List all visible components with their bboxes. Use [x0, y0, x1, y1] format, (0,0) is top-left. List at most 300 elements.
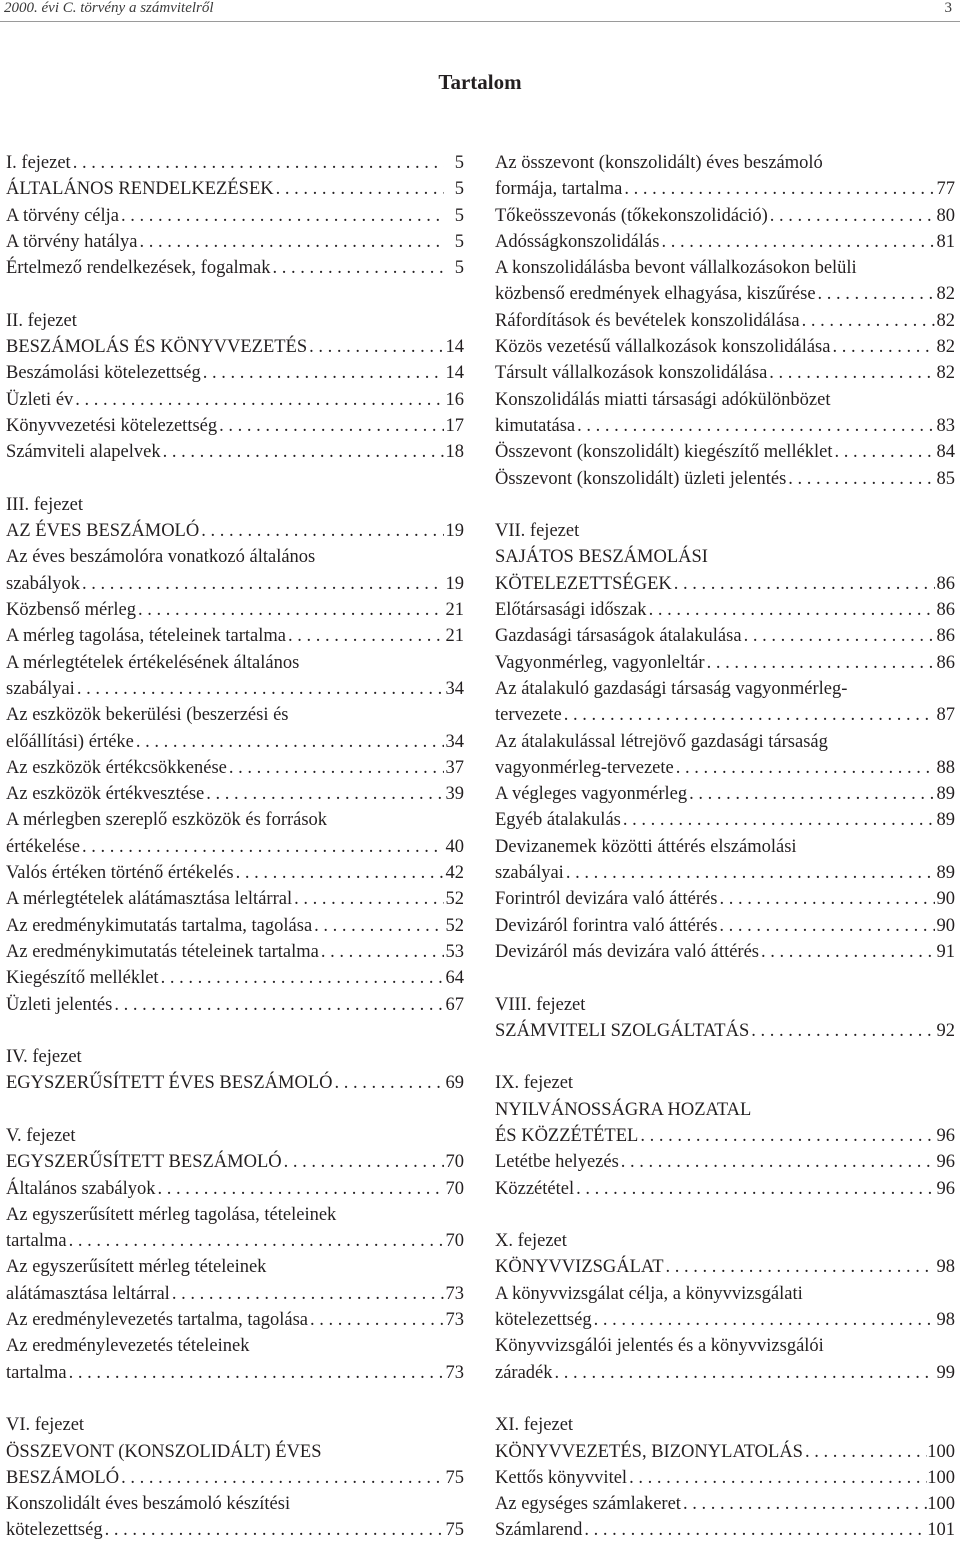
toc-entry-title: Számlarend	[495, 1520, 583, 1541]
toc-entry[interactable]	[6, 729, 464, 755]
dot-leader	[803, 1439, 927, 1465]
toc-entry-title: ÉS KÖZZÉTÉTEL	[495, 1125, 639, 1146]
toc-entry[interactable]	[495, 1176, 955, 1202]
toc-entry[interactable]	[6, 176, 464, 202]
toc-line: Devizanemek közötti áttérés elszámolási	[495, 836, 797, 857]
toc-entry-page: 82	[936, 284, 955, 305]
section-spacer	[495, 1202, 955, 1228]
toc-entry-title: A mérlegtételek alátámasztása leltárral	[6, 889, 293, 910]
dot-leader	[830, 334, 935, 360]
toc-entry-title: értékelése	[6, 836, 80, 857]
dot-leader	[705, 650, 935, 676]
toc-entry-page: 82	[936, 310, 955, 331]
toc-entry-title: Közbenső mérleg	[6, 600, 136, 621]
toc-line: II. fejezet	[6, 310, 77, 331]
toc-entry-title: Letétbe helyezés	[495, 1152, 619, 1173]
toc-entry[interactable]	[495, 466, 955, 492]
header-rule	[0, 21, 960, 22]
toc-line: IV. fejezet	[6, 1047, 82, 1068]
toc-entry[interactable]	[6, 255, 464, 281]
dot-leader	[564, 860, 935, 886]
dot-leader	[71, 150, 444, 176]
toc-entry-title: A törvény célja	[6, 205, 120, 226]
toc-entry[interactable]	[6, 597, 464, 623]
toc-entry[interactable]	[6, 334, 464, 360]
toc-entry-title: ÁLTALÁNOS RENDELKEZÉSEK	[6, 179, 274, 200]
toc-entry[interactable]	[495, 1254, 955, 1280]
toc-entry-page: 100	[927, 1494, 955, 1515]
toc-entry-page: 73	[445, 1283, 464, 1304]
toc-entry[interactable]	[495, 597, 955, 623]
toc-entry[interactable]	[6, 518, 464, 544]
dot-leader	[659, 229, 935, 255]
toc-entry-page: 100	[927, 1467, 955, 1488]
toc-line: IX. fejezet	[495, 1073, 574, 1094]
toc-line: Konszolidálás miatti társasági adókülönbözet	[495, 389, 831, 410]
toc-entry[interactable]	[495, 755, 955, 781]
toc-entry-page: 64	[445, 968, 464, 989]
toc-entry-page: 52	[445, 915, 464, 936]
toc-entry-page: 87	[936, 705, 955, 726]
toc-entry-title: Közzététel	[495, 1178, 575, 1199]
toc-entry-page: 85	[936, 468, 955, 489]
toc-entry-page: 42	[445, 863, 464, 884]
toc-entry-page: 70	[445, 1178, 464, 1199]
toc-entry-page: 86	[936, 626, 955, 647]
toc-entry-page: 34	[445, 731, 464, 752]
toc-entry[interactable]	[6, 1070, 464, 1096]
toc-entry-page: 5	[454, 205, 464, 226]
running-title: 2000. évi C. törvény a számvitelről	[4, 0, 214, 16]
toc-entry-page: 90	[936, 915, 955, 936]
toc-entry-title: szabályok	[6, 573, 80, 594]
toc-line: III. fejezet	[6, 494, 84, 515]
toc-entry[interactable]	[495, 334, 955, 360]
dot-leader	[664, 1254, 935, 1280]
toc-entry[interactable]	[495, 623, 955, 649]
toc-entry-title: Üzleti év	[6, 389, 74, 410]
dot-leader	[170, 1281, 444, 1307]
toc-entry[interactable]	[495, 886, 955, 912]
toc-entry-title: Az eszközök értékvesztése	[6, 784, 205, 805]
toc-entry-title: BESZÁMOLÓ	[6, 1467, 120, 1488]
toc-line: Az eszközök bekerülési (beszerzési és	[6, 705, 289, 726]
dot-leader	[80, 571, 444, 597]
dot-leader	[562, 702, 935, 728]
section-spacer	[6, 1018, 464, 1044]
dot-leader	[742, 623, 935, 649]
toc-line: VI. fejezet	[6, 1415, 85, 1436]
dot-leader	[749, 1018, 935, 1044]
dot-leader	[227, 755, 444, 781]
toc-entry[interactable]	[495, 1360, 955, 1386]
toc-entry-title: kimutatása	[495, 415, 576, 436]
toc-line: Az egyszerűsített mérleg tételeinek	[6, 1257, 267, 1278]
toc-entry[interactable]	[6, 1281, 464, 1307]
toc-line: NYILVÁNOSSÁGRA HOZATAL	[495, 1099, 752, 1120]
dot-leader	[134, 729, 444, 755]
toc-entry[interactable]	[6, 203, 464, 229]
toc-entry-title: Adósságkonszolidálás	[495, 231, 660, 252]
toc-entry-title: KÖNYVVIZSGÁLAT	[495, 1257, 664, 1278]
toc-entry-page: 34	[445, 678, 464, 699]
toc-entry-title: Beszámolási kötelezettség	[6, 363, 201, 384]
toc-entry-page: 73	[445, 1310, 464, 1331]
dot-leader	[672, 571, 935, 597]
toc-line: ÖSSZEVONT (KONSZOLIDÁLT) ÉVES	[6, 1441, 322, 1462]
section-spacer	[495, 1044, 955, 1070]
toc-entry-page: 99	[936, 1362, 955, 1383]
dot-leader	[638, 1123, 935, 1149]
toc-entry-title: Számviteli alapelvek	[6, 442, 161, 463]
toc-entry-page: 82	[936, 363, 955, 384]
dot-leader	[67, 1360, 444, 1386]
toc-entry-page: 70	[445, 1231, 464, 1252]
toc-entry-page: 89	[936, 784, 955, 805]
toc-entry[interactable]	[495, 1439, 955, 1465]
toc-line: X. fejezet	[495, 1231, 567, 1252]
dot-leader	[73, 387, 444, 413]
dot-leader	[312, 913, 444, 939]
dot-leader	[575, 413, 935, 439]
toc-entry-title: közbenső eredmények elhagyása, kiszűrése	[495, 284, 816, 305]
toc-entry[interactable]	[6, 939, 464, 965]
toc-entry[interactable]	[495, 176, 955, 202]
toc-entry[interactable]	[495, 1307, 955, 1333]
toc-entry[interactable]	[6, 992, 464, 1018]
toc-entry[interactable]	[495, 702, 955, 728]
toc-entry[interactable]	[6, 676, 464, 702]
toc-entry-page: 14	[445, 337, 464, 358]
toc-line: Az eredménylevezetés tételeinek	[6, 1336, 250, 1357]
toc-entry-page: 73	[445, 1362, 464, 1383]
dot-leader	[627, 1465, 927, 1491]
toc-entry-title: Egyéb átalakulás	[495, 810, 621, 831]
toc-entry[interactable]	[6, 1307, 464, 1333]
dot-leader	[767, 360, 935, 386]
toc-entry[interactable]	[495, 281, 955, 307]
toc-entry-page: 19	[445, 521, 464, 542]
toc-entry-title: A mérleg tagolása, tételeinek tartalma	[6, 626, 286, 647]
section-spacer	[6, 1386, 464, 1412]
toc-line: VII. fejezet	[495, 521, 580, 542]
toc-entry-title: Összevont (konszolidált) üzleti jelentés	[495, 468, 787, 489]
toc-entry[interactable]	[6, 413, 464, 439]
toc-entry-page: 86	[936, 600, 955, 621]
toc-line: Az átalakulással létrejövő gazdasági társaság	[495, 731, 828, 752]
toc-entry-page: 82	[936, 337, 955, 358]
toc-line: V. fejezet	[6, 1125, 76, 1146]
toc-line: A mérlegtételek értékelésének általános	[6, 652, 300, 673]
toc-line: A mérlegben szereplő eszközök és források	[6, 810, 328, 831]
toc-entry-page: 52	[445, 889, 464, 910]
toc-entry-title: Forintról devizára való áttérés	[495, 889, 718, 910]
toc-entry[interactable]	[6, 1517, 464, 1543]
toc-entry-title: A végleges vagyonmérleg	[495, 784, 688, 805]
dot-leader	[112, 992, 444, 1018]
toc-entry[interactable]	[6, 150, 464, 176]
toc-entry-title: Kiegészítő melléklet	[6, 968, 159, 989]
toc-line: Az átalakuló gazdasági társaság vagyonmérleg-	[495, 678, 848, 699]
toc-entry-page: 14	[445, 363, 464, 384]
toc-line: A konszolidálásba bevont vállalkozásokon belüli	[495, 258, 857, 279]
toc-entry[interactable]	[6, 860, 464, 886]
toc-entry-title: Könyvvezetési kötelezettség	[6, 415, 218, 436]
toc-entry-page: 67	[445, 994, 464, 1015]
dot-leader	[136, 597, 444, 623]
toc-entry-title: Tőkeösszevonás (tőkekonszolidáció)	[495, 205, 768, 226]
toc-entry-title: formája, tartalma	[495, 179, 623, 200]
toc-entry[interactable]	[495, 650, 955, 676]
toc-entry-title: szabályai	[6, 678, 75, 699]
toc-entry-title: tartalma	[6, 1362, 67, 1383]
dot-leader	[574, 1176, 935, 1202]
toc-entry-title: Vagyonmérleg, vagyonleltár	[495, 652, 705, 673]
toc-entry-title: kötelezettség	[495, 1310, 592, 1331]
dot-leader	[674, 755, 935, 781]
toc-entry-title: EGYSZERŰSÍTETT BESZÁMOLÓ	[6, 1152, 282, 1173]
toc-entry[interactable]	[495, 1123, 955, 1149]
page-title: Tartalom	[438, 70, 522, 94]
toc-entry[interactable]	[495, 1465, 955, 1491]
dot-leader	[319, 939, 444, 965]
dot-leader	[308, 1307, 444, 1333]
toc-entry-title: Az eredménykimutatás tételeinek tartalma	[6, 941, 319, 962]
toc-entry-page: 16	[445, 389, 464, 410]
toc-entry[interactable]	[6, 387, 464, 413]
toc-entry-title: kötelezettség	[6, 1520, 103, 1541]
toc-entry-title: tartalma	[6, 1231, 67, 1252]
toc-entry-title: KÖTELEZETTSÉGEK	[495, 573, 672, 594]
toc-entry[interactable]	[6, 571, 464, 597]
toc-entry[interactable]	[6, 886, 464, 912]
toc-entry[interactable]	[495, 807, 955, 833]
toc-entry-page: 84	[936, 442, 955, 463]
toc-entry-page: 5	[454, 179, 464, 200]
toc-entry-page: 86	[936, 652, 955, 673]
toc-entry[interactable]	[495, 360, 955, 386]
toc-line: A könyvvizsgálat célja, a könyvvizsgálati	[495, 1283, 803, 1304]
toc-entry[interactable]	[6, 1176, 464, 1202]
toc-entry-page: 101	[927, 1520, 955, 1541]
dot-leader	[681, 1491, 927, 1517]
dot-leader	[621, 807, 935, 833]
section-spacer	[495, 965, 955, 991]
toc-left-column	[6, 150, 464, 1544]
dot-leader	[80, 834, 444, 860]
dot-leader	[138, 229, 444, 255]
toc-entry-page: 96	[936, 1178, 955, 1199]
toc-entry-title: Az eredménylevezetés tartalma, tagolása	[6, 1310, 309, 1331]
toc-entry-page: 96	[936, 1152, 955, 1173]
toc-entry[interactable]	[495, 229, 955, 255]
toc-line: Az egyszerűsített mérleg tagolása, tételeinek	[6, 1204, 337, 1225]
section-spacer	[495, 492, 955, 518]
toc-entry-page: 75	[445, 1520, 464, 1541]
toc-entry[interactable]	[6, 360, 464, 386]
toc-entry[interactable]	[495, 1018, 955, 1044]
toc-entry-title: Társult vállalkozások konszolidálása	[495, 363, 768, 384]
toc-entry-page: 100	[927, 1441, 955, 1462]
toc-line: Konszolidált éves beszámoló készítési	[6, 1494, 291, 1515]
toc-entry-title: A törvény hatálya	[6, 231, 138, 252]
toc-entry-page: 89	[936, 863, 955, 884]
toc-entry[interactable]	[495, 913, 955, 939]
toc-entry-page: 17	[445, 415, 464, 436]
toc-entry[interactable]	[6, 834, 464, 860]
dot-leader	[833, 439, 935, 465]
toc-entry-title: tervezete	[495, 705, 562, 726]
dot-leader	[768, 203, 935, 229]
toc-entry-title: Kettős könyvvitel	[495, 1467, 628, 1488]
toc-entry-title: előállítási) értéke	[6, 731, 134, 752]
running-header	[4, 0, 952, 20]
dot-leader	[286, 623, 444, 649]
dot-leader	[204, 781, 444, 807]
toc-entry-page: 53	[445, 941, 464, 962]
toc-entry[interactable]	[6, 781, 464, 807]
dot-leader	[159, 965, 444, 991]
dot-leader	[307, 334, 444, 360]
dot-leader	[333, 1070, 445, 1096]
dot-leader	[622, 176, 935, 202]
toc-entry-page: 5	[454, 258, 464, 279]
toc-entry-page: 37	[445, 757, 464, 778]
section-spacer	[6, 1097, 464, 1123]
dot-leader	[592, 1307, 935, 1333]
dot-leader	[119, 203, 444, 229]
section-spacer	[6, 281, 464, 307]
toc-entry-page: 21	[445, 626, 464, 647]
dot-leader	[786, 466, 935, 492]
toc-line: VIII. fejezet	[495, 994, 586, 1015]
toc-entry-page: 81	[936, 231, 955, 252]
toc-entry-title: Ráfordítások és bevételek konszolidálása	[495, 310, 800, 331]
toc-entry-title: Közös vezetésű vállalkozások konszolidálása	[495, 337, 831, 358]
toc-entry[interactable]	[6, 1228, 464, 1254]
toc-entry-title: Gazdasági társaságok átalakulása	[495, 626, 742, 647]
toc-entry[interactable]	[495, 413, 955, 439]
toc-entry[interactable]	[495, 1491, 955, 1517]
dot-leader	[201, 360, 444, 386]
toc-entry-page: 83	[936, 415, 955, 436]
dot-leader	[282, 1149, 444, 1175]
dot-leader	[75, 676, 444, 702]
toc-entry-page: 86	[936, 573, 955, 594]
toc-entry-page: 69	[445, 1073, 464, 1094]
dot-leader	[274, 176, 444, 202]
toc-entry[interactable]	[6, 623, 464, 649]
dot-leader	[234, 860, 444, 886]
toc-line: Könyvvizsgálói jelentés és a könyvvizsgálói	[495, 1336, 824, 1357]
toc-entry-title: Devizáról forintra való áttérés	[495, 915, 718, 936]
toc-entry[interactable]	[495, 308, 955, 334]
toc-entry-title: EGYSZERŰSÍTETT ÉVES BESZÁMOLÓ	[6, 1073, 333, 1094]
toc-entry[interactable]	[6, 755, 464, 781]
toc-entry-title: Általános szabályok	[6, 1178, 156, 1199]
toc-line: SAJÁTOS BESZÁMOLÁSI	[495, 547, 708, 568]
toc-entry[interactable]	[495, 939, 955, 965]
dot-leader	[217, 413, 444, 439]
toc-entry-page: 21	[445, 600, 464, 621]
toc-line: Az összevont (konszolidált) éves beszámoló	[495, 153, 823, 173]
toc-entry-page: 89	[936, 810, 955, 831]
toc-entry-title: Előtársasági időszak	[495, 600, 647, 621]
toc-entry-title: I. fejezet	[6, 153, 71, 173]
dot-leader	[759, 939, 935, 965]
toc-entry[interactable]	[495, 439, 955, 465]
toc-entry-page: 90	[936, 889, 955, 910]
toc-entry[interactable]	[6, 1360, 464, 1386]
toc-entry[interactable]	[6, 439, 464, 465]
toc-entry-title: Értelmező rendelkezések, fogalmak	[6, 258, 271, 279]
toc-entry-title: Az eszközök értékcsökkenése	[6, 757, 227, 778]
toc-entry-page: 80	[936, 205, 955, 226]
dot-leader	[619, 1149, 935, 1175]
dot-leader	[271, 255, 444, 281]
toc-entry-page: 19	[445, 573, 464, 594]
toc-entry-title: vagyonmérleg-tervezete	[495, 757, 674, 778]
dot-leader	[717, 913, 935, 939]
toc-entry-page: 39	[445, 784, 464, 805]
toc-entry-title: alátámasztása leltárral	[6, 1283, 170, 1304]
toc-entry[interactable]	[6, 1465, 464, 1491]
toc-entry[interactable]	[6, 913, 464, 939]
toc-entry-title: KÖNYVVEZETÉS, BIZONYLATOLÁS	[495, 1441, 803, 1462]
dot-leader	[67, 1228, 444, 1254]
dot-leader	[553, 1360, 935, 1386]
toc-entry[interactable]	[495, 203, 955, 229]
toc-right-column	[495, 150, 955, 1544]
toc-entry-title: záradék	[495, 1362, 553, 1383]
toc-entry[interactable]	[6, 1149, 464, 1175]
toc-line: XI. fejezet	[495, 1415, 574, 1436]
toc-entry-page: 70	[445, 1152, 464, 1173]
toc-entry[interactable]	[495, 781, 955, 807]
toc-entry-title: Az egységes számlakeret	[495, 1494, 681, 1515]
toc-entry-page: 98	[936, 1310, 955, 1331]
toc-line: Az éves beszámolóra vonatkozó általános	[6, 547, 316, 568]
dot-leader	[647, 597, 935, 623]
toc-entry-page: 91	[936, 941, 955, 962]
section-spacer	[6, 466, 464, 492]
toc-entry-page: 40	[445, 836, 464, 857]
dot-leader	[103, 1517, 444, 1543]
dot-leader	[582, 1517, 927, 1543]
toc-entry-title: AZ ÉVES BESZÁMOLÓ	[6, 521, 200, 542]
toc-entry-page: 98	[936, 1257, 955, 1278]
dot-leader	[119, 1465, 444, 1491]
toc-entry-title: Devizáról más devizára való áttérés	[495, 941, 760, 962]
toc-entry-page: 88	[936, 757, 955, 778]
toc-entry[interactable]	[6, 965, 464, 991]
toc-entry[interactable]	[495, 1149, 955, 1175]
toc-entry-page: 92	[936, 1020, 955, 1041]
dot-leader	[156, 1176, 445, 1202]
toc-entry-title: BESZÁMOLÁS ÉS KÖNYVVEZETÉS	[6, 337, 308, 358]
toc-entry[interactable]	[495, 1517, 955, 1543]
toc-entry-page: 75	[445, 1467, 464, 1488]
toc-entry-page: 5	[454, 153, 464, 173]
toc-entry-title: Az eredménykimutatás tartalma, tagolása	[6, 915, 313, 936]
toc-entry-title: Összevont (konszolidált) kiegészítő melléklet	[495, 442, 833, 463]
dot-leader	[816, 281, 935, 307]
toc-entry[interactable]	[495, 860, 955, 886]
toc-entry[interactable]	[495, 571, 955, 597]
dot-leader	[800, 308, 935, 334]
toc-entry[interactable]	[6, 229, 464, 255]
dot-leader	[687, 781, 935, 807]
